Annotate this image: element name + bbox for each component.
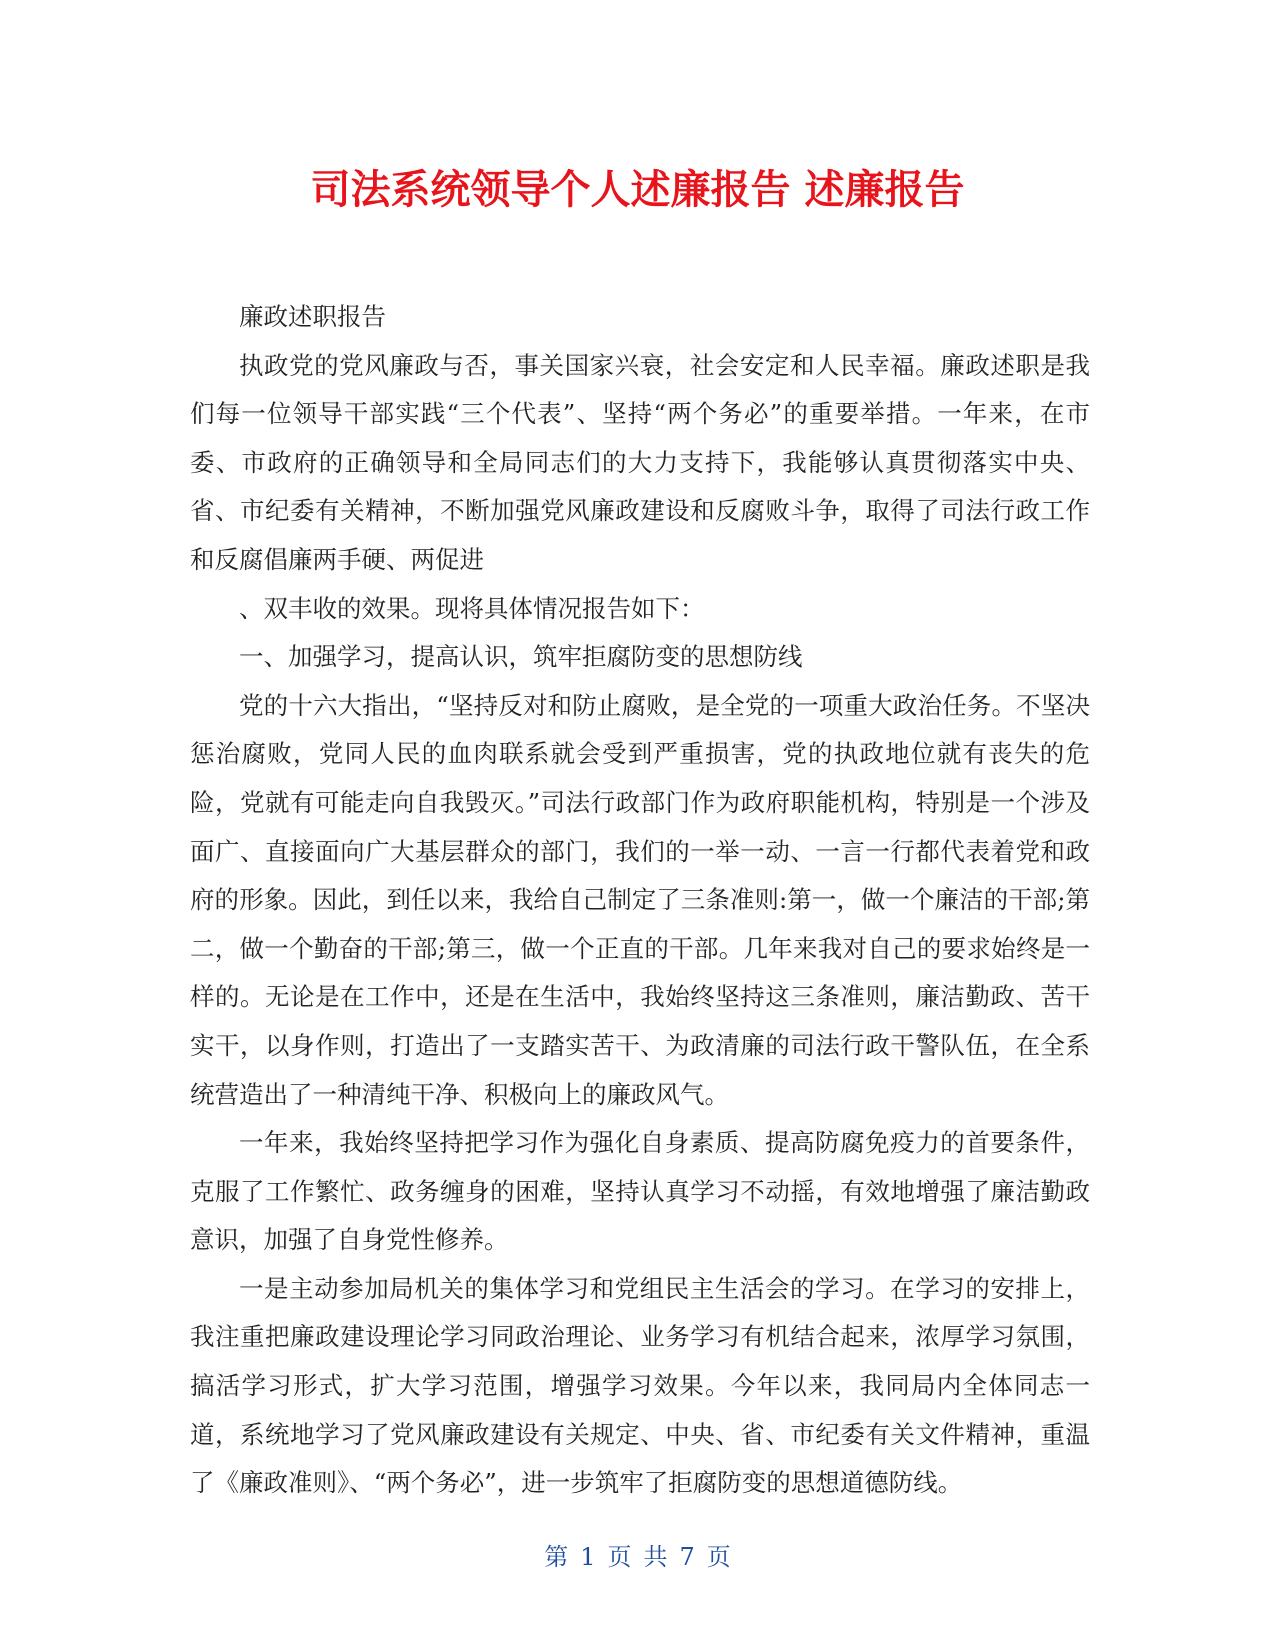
current-page-number: 1 (580, 1543, 596, 1571)
paragraph: 廉政述职报告 (239, 302, 386, 331)
page-label-prefix: 第 (544, 1543, 569, 1571)
paragraph: 一是主动参加局机关的集体学习和党组民主生活会的学习。在学习的安排上，我注重把廉政建设理论学习同政治理论、业务学习有机结合起来，浓厚学习氛围，搞活学习形式，扩大学习范围，增强学习效果。今年以来，我同局内全体同志一道，系统地学习了党风廉政建设有关规定、中央、省、市纪委有关文件精神，重温了《廉政准则》、“两个务必”，进一步筑牢了拒腐防变的思想道德防线。 (190, 1273, 1090, 1498)
total-label-prefix: 共 (643, 1543, 668, 1571)
paragraph: 、双丰收的效果。现将具体情况报告如下： (239, 593, 705, 623)
page-label-mid: 页 (607, 1543, 632, 1571)
total-label-suffix: 页 (706, 1543, 731, 1571)
document-title: 司法系统领导个人述廉报告 述廉报告 (310, 167, 965, 213)
paragraph: 一年来，我始终坚持把学习作为强化自身素质、提高防腐免疫力的首要条件，克服了工作繁忙、政务缠身的困难，坚持认真学习不动摇，有效地增强了廉洁勤政意识，加强了自身党性修养。 (190, 1128, 1090, 1255)
page-number-footer (0, 1542, 1275, 1572)
section-heading: 一、加强学习，提高认识，筑牢拒腐防变的思想防线 (239, 642, 803, 672)
total-page-count: 7 (679, 1543, 695, 1571)
paragraph: 执政党的党风廉政与否，事关国家兴衰，社会安定和人民幸福。廉政述职是我们每一位领导干部实践“三个代表”、坚持“两个务必”的重要举措。一年来，在市委、市政府的正确领导和全局同志们的大力支持下，我能够认真贯彻落实中央、省、市纪委有关精神，不断加强党风廉政建设和反腐败斗争，取得了司法行政工作和反腐倡廉两手硬、两促进 (190, 350, 1090, 574)
document-body (190, 293, 1090, 1508)
paragraph: 党的十六大指出，“坚持反对和防止腐败，是全党的一项重大政治任务。不坚决惩治腐败，党同人民的血肉联系就会受到严重损害，党的执政地位就有丧失的危险，党就有可能走向自我毁灭。”司法行政部门作为政府职能机构，特别是一个涉及面广、直接面向广大基层群众的部门，我们的一举一动、一言一行都代表着党和政府的形象。因此，到任以来，我给自己制定了三条准则:第一，做一个廉洁的干部;第二，做一个勤奋的干部;第三，做一个正直的干部。几年来我对自己的要求始终是一样的。无论是在工作中，还是在生活中，我始终坚持这三条准则，廉洁勤政、苦干实干，以身作则，打造出了一支踏实苦干、为政清廉的司法行政干警队伍，在全系统营造出了一种清纯干净、积极向上的廉政风气。 (190, 690, 1090, 1109)
